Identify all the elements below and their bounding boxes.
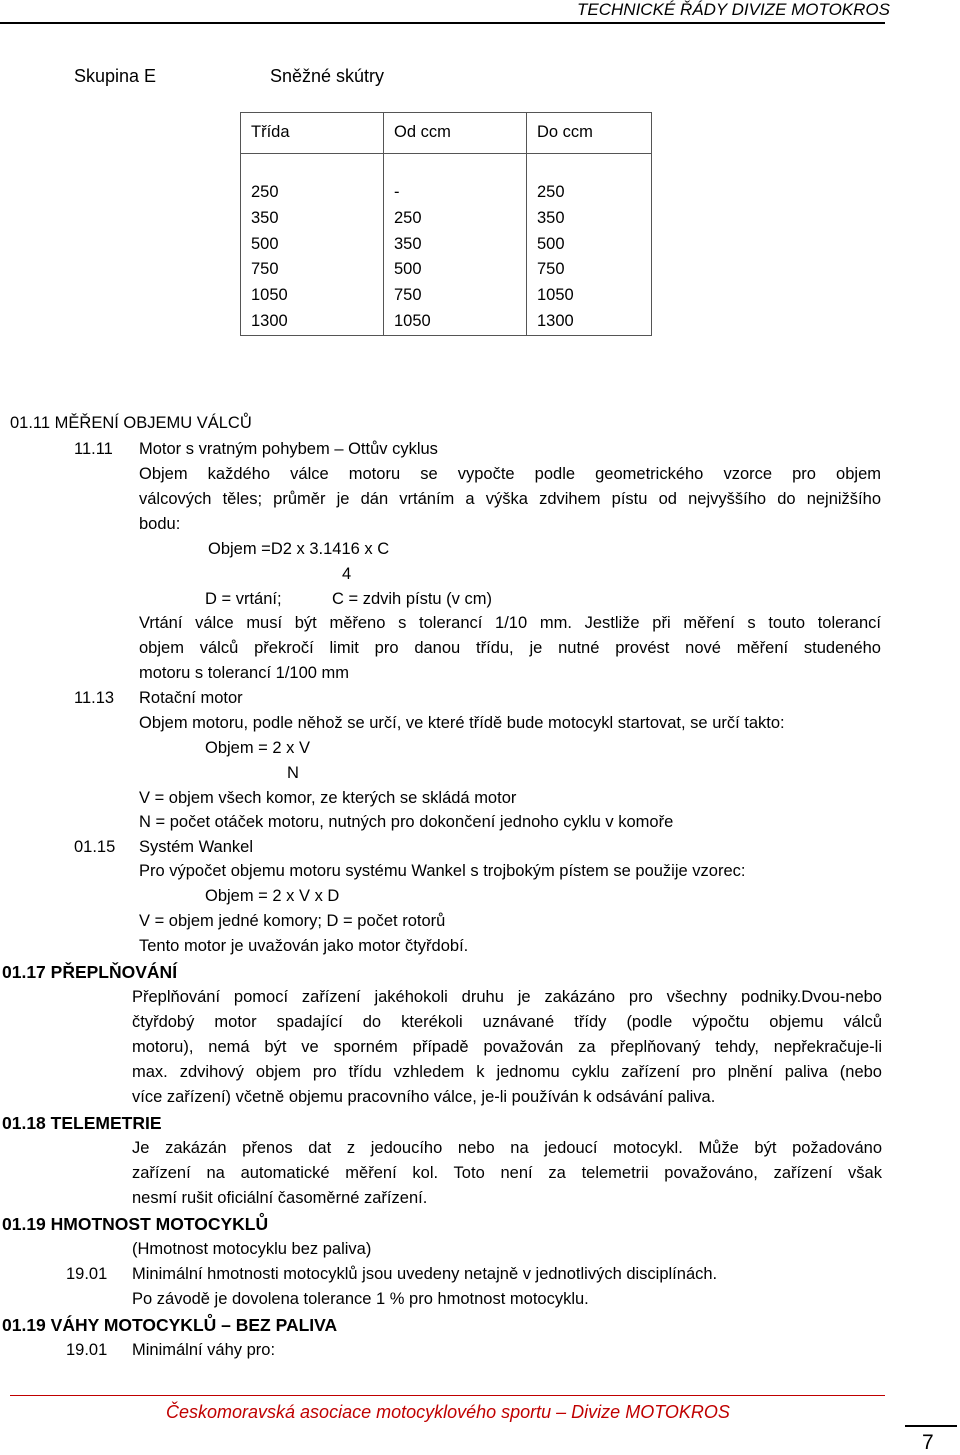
formula: Objem =D2 x 3.1416 x C <box>208 540 390 558</box>
subsection-number: 11.13 <box>74 689 115 707</box>
table-row <box>241 232 652 258</box>
table-cell: 250 <box>241 180 384 206</box>
table-cell: 1300 <box>241 309 384 335</box>
paragraph-line: Vrtání válce musí být měřeno s tolerancí 1/10 mm. Jestliže při měření s touto tolerancí <box>139 614 881 632</box>
table-cell: 750 <box>527 257 652 283</box>
paragraph-line: Minimální váhy pro: <box>132 1341 276 1359</box>
table-row <box>241 180 652 206</box>
legend-d: D = vrtání; <box>205 590 282 608</box>
table-cell: 350 <box>241 206 384 232</box>
class-table <box>240 112 652 336</box>
formula-denominator: N <box>287 764 299 782</box>
table-header-cell: Třída <box>241 113 384 154</box>
table-row <box>241 257 652 283</box>
table-cell: 250 <box>384 206 527 232</box>
paragraph-line: Tento motor je uvažován jako motor čtyřdobí. <box>139 937 469 955</box>
footer-rule <box>10 1395 885 1396</box>
paragraph-line: Po závodě je dovolena tolerance 1 % pro hmotnost motocyklu. <box>132 1290 589 1308</box>
formula: Objem = 2 x V <box>205 739 311 757</box>
table-cell: 250 <box>527 180 652 206</box>
paragraph-line: bodu: <box>139 515 181 533</box>
table-row <box>241 283 652 309</box>
table-cell: 1050 <box>241 283 384 309</box>
formula: Objem = 2 x V x D <box>205 887 340 905</box>
paragraph-line: Přeplňování pomocí zařízení jakéhokoli druhu je zakázáno pro všechny podniky.Dvou-nebo <box>132 988 882 1006</box>
table-cell: 500 <box>527 232 652 258</box>
section-heading-0119-scales: 01.19 VÁHY MOTOCYKLŮ – BEZ PALIVA <box>2 1315 338 1335</box>
legend-c: C = zdvih pístu (v cm) <box>332 590 492 608</box>
paragraph-line: čtyřdobý motor spadající do kterékoli uznávané třídy (podle výpočtu objemu válců <box>132 1013 882 1031</box>
section-heading-0119-weight: 01.19 HMOTNOST MOTOCYKLŮ <box>2 1214 269 1234</box>
paragraph-line: nesmí rušit oficiální časoměrné zařízení. <box>132 1189 428 1207</box>
paragraph-line: Objem každého válce motoru se vypočte podle geometrického vzorce pro objem <box>139 465 881 483</box>
table-cell: 500 <box>384 257 527 283</box>
group-label: Skupina E <box>74 66 157 86</box>
table-row <box>241 309 652 335</box>
table-cell: 1050 <box>384 309 527 335</box>
paragraph-line: zařízení na automatické měření kol. Toto není za telemetrii považováno, zařízení však <box>132 1164 882 1182</box>
table-cell: 750 <box>241 257 384 283</box>
paragraph-line: Objem motoru, podle něhož se určí, ve které třídě bude motocykl startovat, se určí takto: <box>139 714 785 732</box>
table-row <box>241 206 652 232</box>
definition-line: N = počet otáček motoru, nutných pro dokončení jednoho cyklu v komoře <box>139 813 674 831</box>
table-cell: 350 <box>527 206 652 232</box>
section-heading-0111: 01.11 MĚŘENÍ OBJEMU VÁLCŮ <box>10 414 252 432</box>
definition-line: V = objem jedné komory; D = počet rotorů <box>139 912 446 930</box>
subsection-number: 01.15 <box>74 838 116 856</box>
paragraph-line: motoru), nemá být ve sporném případě považován za přeplňovaný tehdy, nepřekračuje-li <box>132 1038 882 1056</box>
footer-text: Českomoravská asociace motocyklového sportu – Divize MOTOKROS <box>166 1402 730 1422</box>
page-number-rule <box>905 1425 957 1427</box>
table-cell: 1050 <box>527 283 652 309</box>
formula-denominator: 4 <box>342 565 352 583</box>
paragraph-line: (Hmotnost motocyklu bez paliva) <box>132 1240 372 1258</box>
subsection-title: Motor s vratným pohybem – Ottův cyklus <box>139 440 438 458</box>
paragraph-line: Je zakázán přenos dat z jedoucího nebo na jedoucí motocykl. Může být požadováno <box>132 1139 882 1157</box>
table-cell: 1300 <box>527 309 652 335</box>
subsection-title: Systém Wankel <box>139 838 254 856</box>
section-heading-0117: 01.17 PŘEPLŇOVÁNÍ <box>2 962 178 982</box>
section-heading-0118: 01.18 TELEMETRIE <box>2 1113 162 1133</box>
table-cell: 350 <box>384 232 527 258</box>
group-name: Sněžné skútry <box>270 66 385 86</box>
page-number: 7 <box>922 1431 934 1454</box>
table-header-cell: Do ccm <box>527 113 652 154</box>
table-cell: 500 <box>241 232 384 258</box>
subsection-number: 19.01 <box>66 1341 108 1359</box>
table-header-row <box>241 113 652 154</box>
header-rule <box>0 22 885 24</box>
paragraph-line: Minimální hmotnosti motocyklů jsou uvedeny netajně v jednotlivých disciplínách. <box>132 1265 718 1283</box>
paragraph-line: max. zdvihový objem pro třídu vzhledem k jednomu cyklu zařízení pro plnění paliva (nebo <box>132 1063 882 1081</box>
paragraph-line: válcových těles; průměr je dán vrtáním a výška zdvihem pístu od nejvyššího do nejnižšího <box>139 490 881 508</box>
subsection-number: 19.01 <box>66 1265 108 1283</box>
table-cell: 750 <box>384 283 527 309</box>
paragraph-line: objem válců překročí limit pro danou třídu, je nutné provést nové měření studeného <box>139 639 881 657</box>
subsection-number: 11.11 <box>74 440 113 458</box>
subsection-title: Rotační motor <box>139 689 243 707</box>
paragraph-line: motoru s tolerancí 1/100 mm <box>139 664 350 682</box>
paragraph-line: Pro výpočet objemu motoru systému Wankel s trojbokým pístem se použije vzorec: <box>139 862 746 880</box>
definition-line: V = objem všech komor, ze kterých se skládá motor <box>139 789 517 807</box>
table-header-cell: Od ccm <box>384 113 527 154</box>
table-cell: - <box>384 180 527 206</box>
running-header: TECHNICKÉ ŘÁDY DIVIZE MOTOKROS <box>577 0 890 19</box>
paragraph-line: více zařízení) včetně objemu pracovního válce, je-li používán k odsávání paliva. <box>132 1088 716 1106</box>
